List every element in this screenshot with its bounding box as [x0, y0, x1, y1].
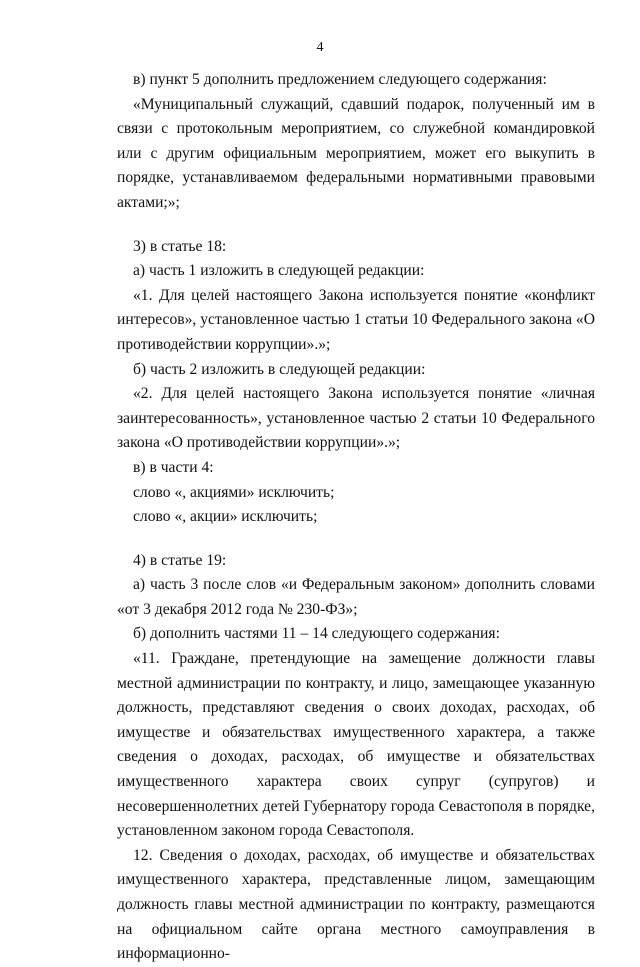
paragraph: «Муниципальный служащий, сдавший подарок, полученный им в связи с протокольным мероприятием, со служебной командировкой или с другим официальным мероприятием, может его выкупить в порядке, устанавливаемом федеральными нормативными правовыми актами;»; [117, 95, 595, 211]
paragraph: а) часть 3 после слов «и Федеральным законом» дополнить словами «от 3 декабря 2012 года № 230-ФЗ»; [117, 576, 595, 618]
paragraph: в) пункт 5 дополнить предложением следующего содержания: [133, 71, 547, 88]
paragraph: 3) в статье 18: [133, 237, 227, 255]
paragraph: «2. Для целей настоящего Закона используется понятие «личная заинтересованность», установленное частью 2 статьи 10 Федерального закона «О противодействии коррупции».»; [117, 385, 595, 452]
paragraph: слово «, акции» исключить; [133, 508, 318, 526]
paragraph: 4) в статье 19: [133, 551, 227, 569]
paragraph-gap [117, 530, 595, 549]
paragraph: б) часть 2 изложить в следующей редакции: [133, 360, 426, 378]
paragraph: в) в части 4: [133, 458, 214, 476]
paragraph: «1. Для целей настоящего Закона используется понятие «конфликт интересов», установленное частью 1 статьи 10 Федерального закона «О противодействии коррупции».»; [117, 286, 595, 353]
paragraph: «11. Граждане, претендующие на замещение должности главы местной администрации по контракту, и лицо, замещающее указанную должность, представляют сведения о своих доходах, расходах, об имуществе и обязательствах имущественного характера, а также сведения о доходах, расходах, об имуществе и обязательствах имущественного характера своих супруг (супругов) и несовершеннолетних детей Губернатору города Севастополя в порядке, установленном законом города Севастополя. [117, 650, 595, 840]
paragraph: а) часть 1 изложить в следующей редакции: [133, 262, 425, 280]
paragraph: б) дополнить частями 11 – 14 следующего содержания: [133, 625, 500, 643]
paragraph: слово «, акциями» исключить; [133, 483, 335, 501]
paragraph-gap [117, 216, 595, 235]
page-number: 4 [316, 40, 324, 55]
document-body [117, 68, 595, 967]
paragraph: 12. Сведения о доходах, расходах, об имуществе и обязательствах имущественного характера, представленные лицом, замещающим должность главы местной администрации по контракту, размещаются на официальном сайте органа местного самоуправления в информационно- [117, 846, 595, 963]
